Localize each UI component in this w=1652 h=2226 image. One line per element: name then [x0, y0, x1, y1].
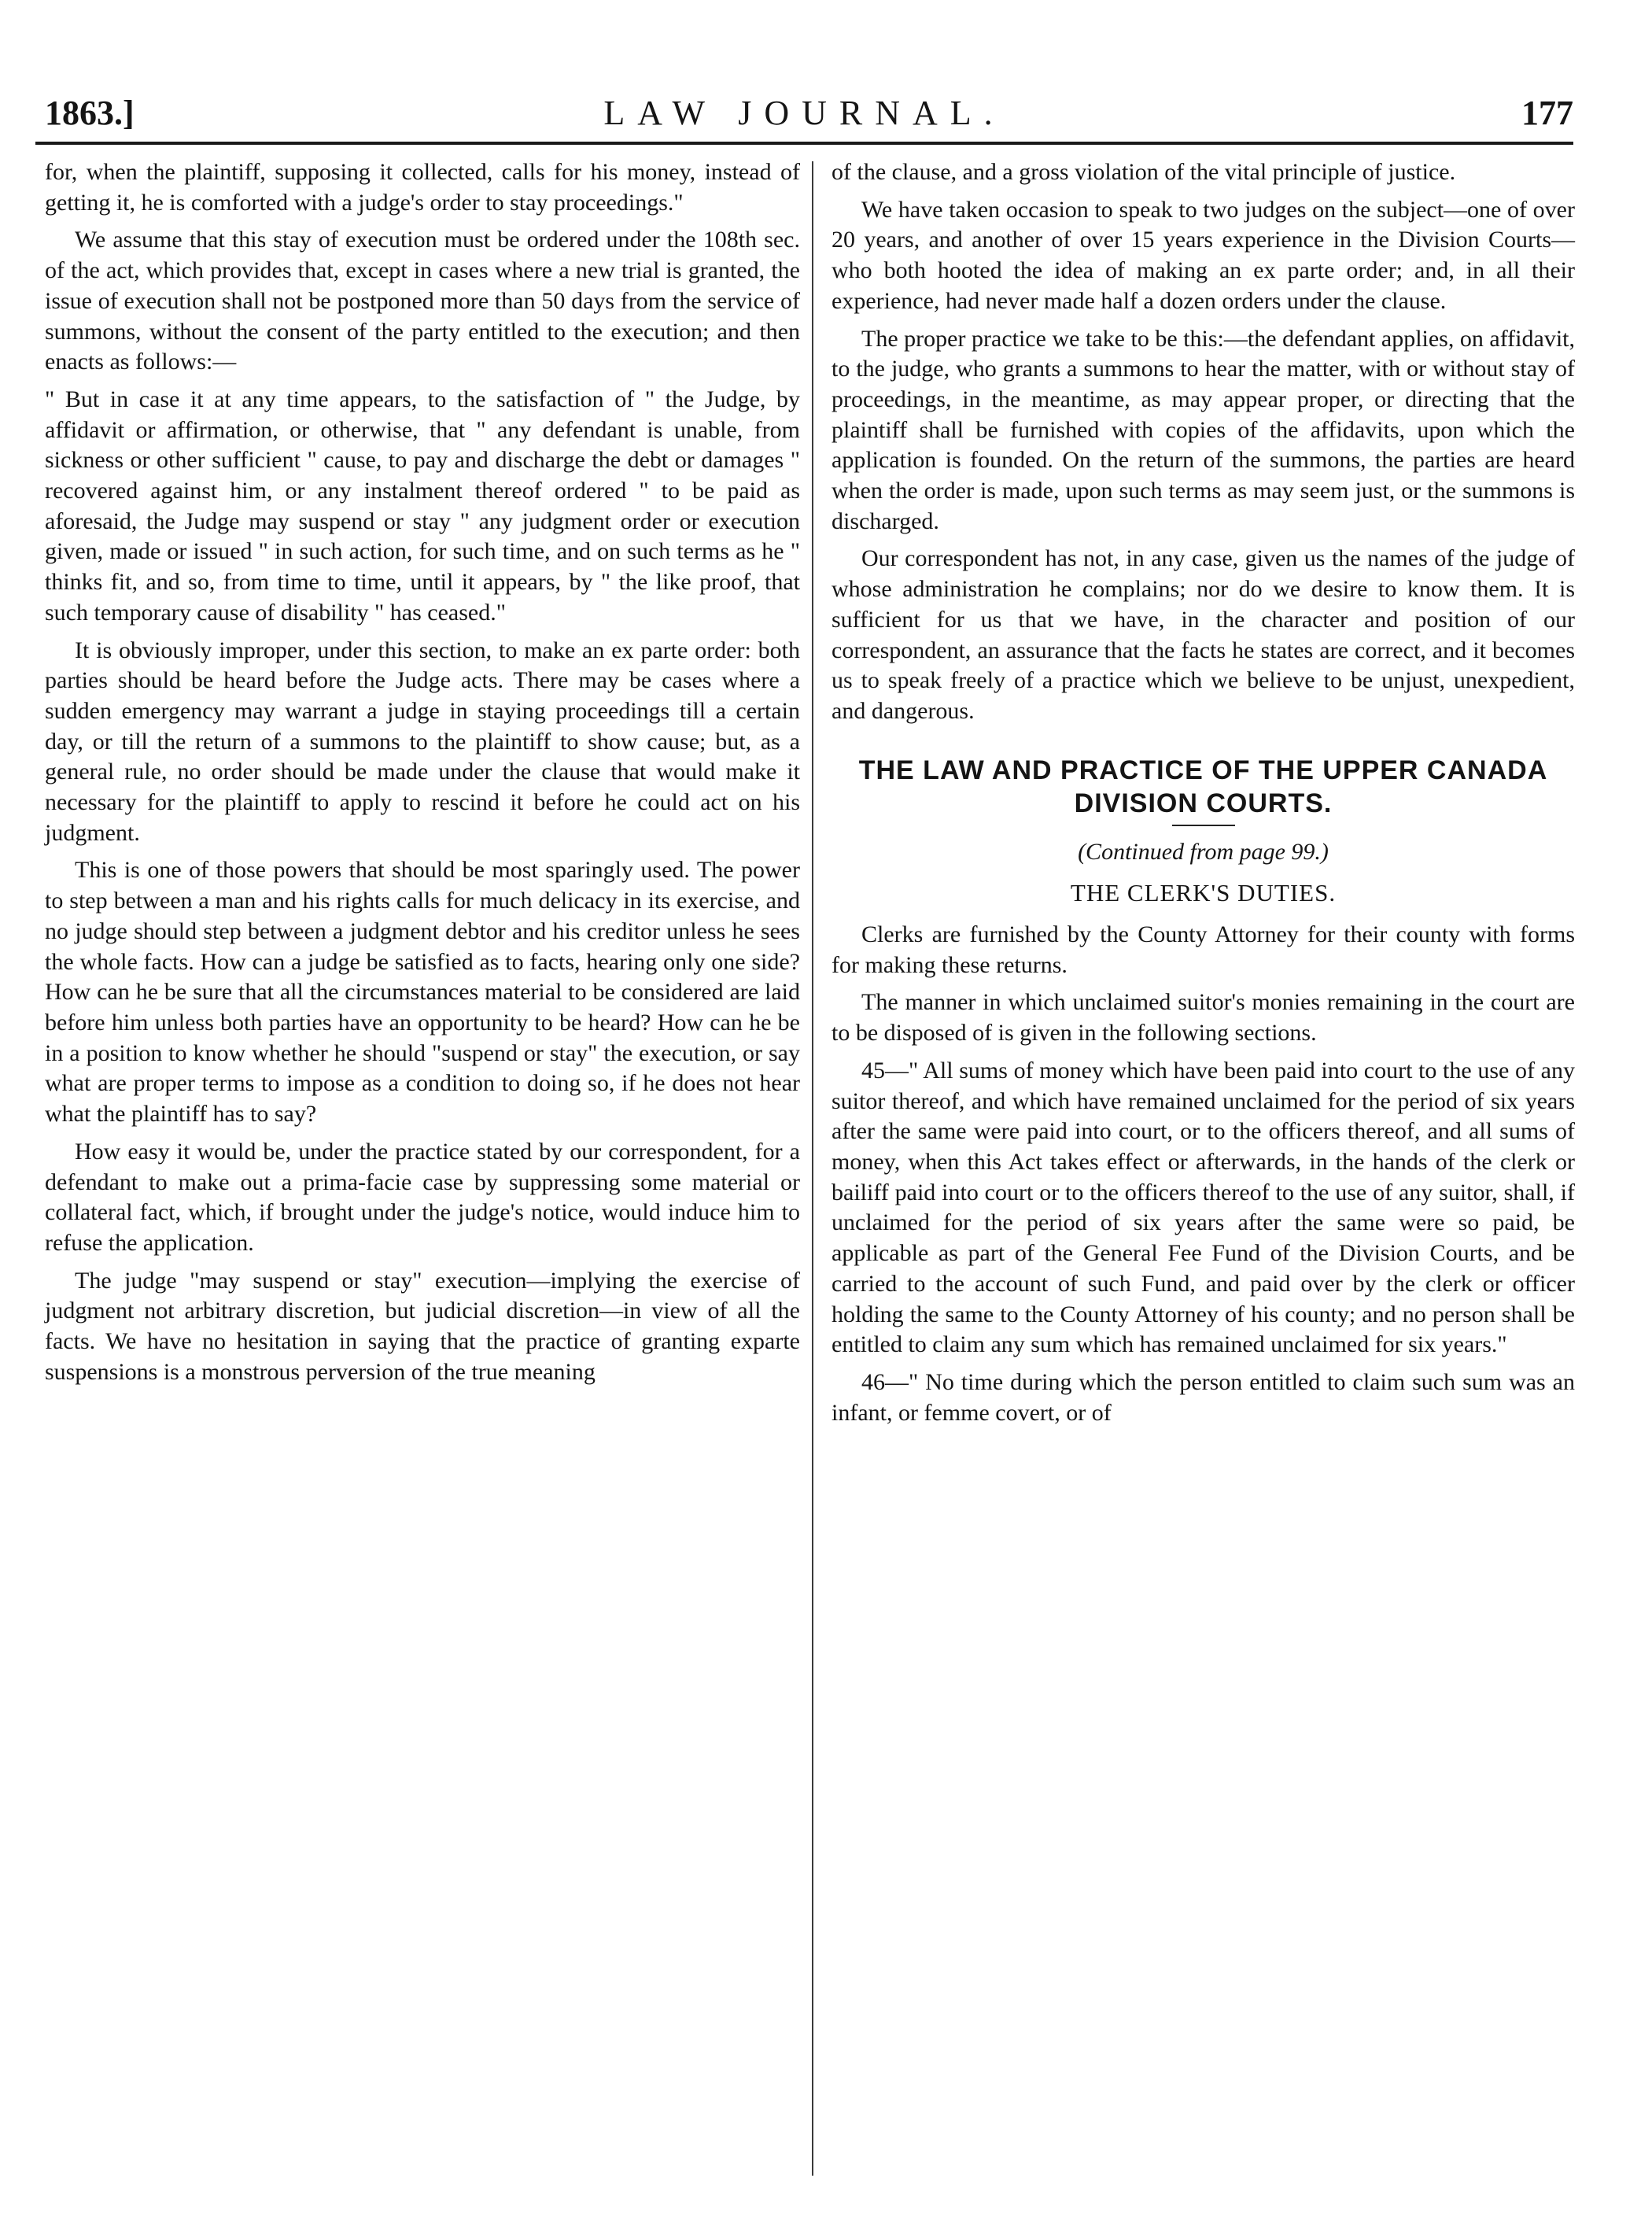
paragraph: 45—" All sums of money which have been paid into court to the use of any suitor thereof, and which have remained unclaimed for the period of six years after the same were paid into court, or to the officers thereof, and all sums of money, when this Act takes effect or afterwards, in the hands of the clerk or bailiff paid into court or to the officers thereof to the use of any suitor, shall, if unclaimed for the period of six years after the same were so paid, be applicable as part of the General Fee Fund of the Division Courts, and be carried to the account of such Fund, and paid over by the clerk or officer holding the same to the County Attorney of his county; and no person shall be entitled to claim any sum which has remained unclaimed for six years."	[832, 1057, 1575, 1358]
paragraph: The manner in which unclaimed suitor's monies remaining in the court are to be disposed of is given in the following sections.	[832, 989, 1575, 1047]
header-title: LAW JOURNAL.	[603, 94, 1005, 132]
heading-rule	[1172, 825, 1235, 826]
paragraph: We have taken occasion to speak to two judges on the subject—one of over 20 years, and another of over 15 years experience in the Division Courts—who both hooted the idea of making an ex parte order; and, in all their experience, had never made half a dozen orders under the clause.	[832, 196, 1575, 314]
paragraph: Clerks are furnished by the County Attorney for their county with forms for making these returns.	[832, 921, 1575, 978]
paragraph: for, when the plaintiff, supposing it collected, calls for his money, instead of getting it, he is comforted with a judge's order to stay proceedings."	[45, 159, 800, 216]
paragraph: The proper practice we take to be this:—the defendant applies, on affidavit, to the judge, who grants a summons to hear the matter, with or without stay of proceedings, in the meantime, as may appear proper, or directing that the plaintiff shall be furnished with copies of the affidavits, upon which the application is founded. On the return of the summons, the parties are heard when the order is made, upon such terms as may seem just, or the summons is discharged.	[832, 325, 1575, 534]
left-column	[45, 157, 800, 1394]
column-divider	[812, 161, 813, 2176]
section-heading: THE LAW AND PRACTICE OF THE UPPER CANADA DIVISION COURTS.	[858, 755, 1548, 818]
header-year: 1863.]	[45, 94, 135, 132]
journal-page	[35, 87, 1573, 2195]
paragraph: of the clause, and a gross violation of the vital principle of justice.	[832, 159, 1456, 185]
statute-quote: " But in case it at any time appears, to the satisfaction of " the Judge, by affidavit or affirmation, or otherwise, that " any defendant is unable, from sickness or other sufficient " cause, to pay and discharge the debt or damages " recovered against him, or any instalment thereof ordered " to be paid as aforesaid, the Judge may suspend or stay " any judgment order or execution given, made or issued " in such action, for such time, and on such terms as he " thinks fit, and so, from time to time, until it appears, by " the like proof, that such temporary cause of disability " has ceased."	[45, 386, 800, 626]
header-page-number: 177	[1521, 94, 1573, 132]
page-header	[35, 87, 1573, 142]
continued-note: (Continued from page 99.)	[1078, 838, 1329, 865]
paragraph: It is obviously improper, under this section, to make an ex parte order: both parties should be heard before the Judge acts. There may be cases where a sudden emergency may warrant a judge in staying proceedings till a certain day, or till the return of a summons to the plaintiff to show cause; but, as a general rule, no order should be made under the clause that would make it necessary for the plaintiff to apply to rescind it before he could act on his judgment.	[45, 637, 800, 846]
paragraph: Our correspondent has not, in any case, given us the names of the judge of whose administration he complains; nor do we desire to know them. It is sufficient for us that we have, in the character and position of our correspondent, an assurance that the facts he states are correct, and it becomes us to speak freely of a practice which we believe to be unjust, unexpedient, and dangerous.	[832, 545, 1575, 724]
paragraph: We assume that this stay of execution must be ordered under the 108th sec. of the act, which provides that, except in cases where a new trial is granted, the issue of execution shall not be postponed more than 50 days from the service of summons, without the consent of the party entitled to the execution; and then enacts as follows:—	[45, 227, 800, 375]
subheading: THE CLERK'S DUTIES.	[1070, 879, 1337, 907]
paragraph: The judge "may suspend or stay" execution—implying the exercise of judgment not arbitrary discretion, but judicial discretion—in view of all the facts. We have no hesitation in saying that the practice of granting exparte suspensions is a monstrous perversion of the true meaning	[45, 1267, 800, 1385]
paragraph: How easy it would be, under the practice stated by our correspondent, for a defendant to make out a prima-facie case by suppressing some material or collateral fact, which, if brought under the judge's notice, would induce him to refuse the application.	[45, 1138, 800, 1256]
right-column	[832, 157, 1575, 1435]
paragraph: 46—" No time during which the person entitled to claim such sum was an infant, or femme covert, or of	[832, 1368, 1575, 1426]
header-rule	[35, 142, 1573, 145]
paragraph: This is one of those powers that should be most sparingly used. The power to step between a man and his rights calls for much delicacy in its exercise, and no judge should step between a judgment debtor and his creditor unless he sees the whole facts. How can a judge be satisfied as to facts, hearing only one side? How can he be sure that all the circumstances material to be considered are laid before him unless both parties have an opportunity to be heard? How can he be in a position to know whether he should "suspend or stay" the execution, or say what are proper terms to impose as a condition to doing so, if he does not hear what the plaintiff has to say?	[45, 857, 800, 1128]
